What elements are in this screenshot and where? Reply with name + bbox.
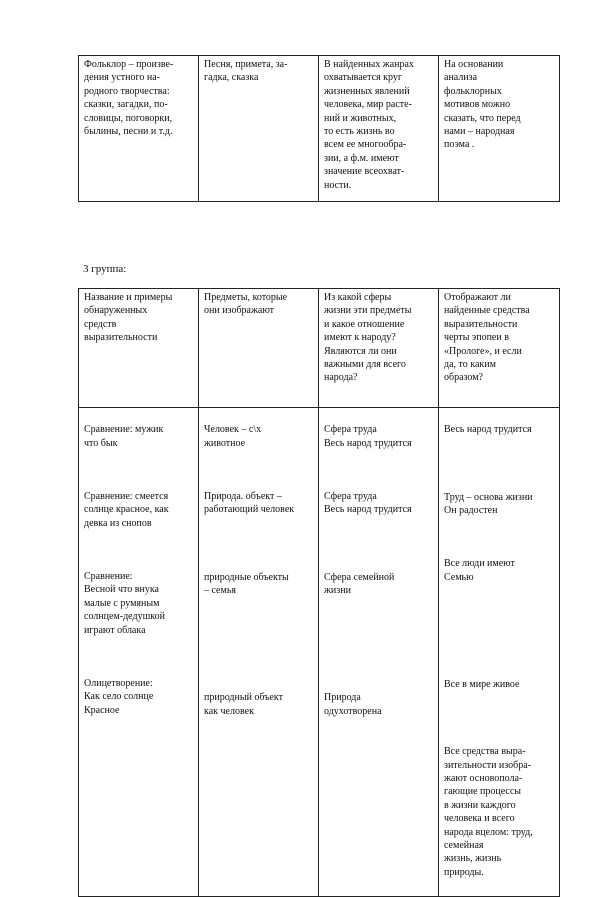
column-header: Название и примеры обнаруженных средств выразительности — [79, 289, 199, 408]
table-top — [78, 55, 560, 202]
cell-spacer — [324, 611, 433, 678]
cell-spacer — [84, 464, 193, 477]
table-cell: Песня, примета, за- гадка, сказка — [199, 56, 319, 202]
cell-entry: Труд – основа жизни Он радостен — [444, 491, 533, 517]
table-group-3 — [78, 288, 560, 897]
cell-spacer — [444, 597, 554, 664]
cell-entry: природные объекты – семья — [204, 571, 289, 597]
table-cell-objects — [199, 408, 319, 897]
table-row — [79, 408, 560, 897]
table-cell-sphere — [319, 408, 439, 897]
column-header: Предметы, которые они изображают — [199, 289, 319, 408]
cell-spacer — [324, 530, 433, 557]
table-cell-means — [79, 408, 199, 897]
cell-entry: Природа. объект – работающий человек — [204, 491, 295, 516]
cell-spacer — [324, 464, 433, 477]
cell-entry: Сфера труда Весь народ трудится — [324, 491, 412, 516]
cell-entry: Сравнение: смеется солнце красное, как девка из снопов — [84, 491, 169, 529]
cell-spacer — [204, 611, 313, 678]
table-cell: В найденных жанрах охватывается круг жизненных явлений человека, мир расте- ний и животных, то есть жизнь во всем ее многообра- зии, а ф.м. имеют значение всеохват- ности. — [319, 56, 439, 202]
cell-spacer — [84, 544, 193, 557]
cell-entry: Сфера семейной жизни — [324, 571, 395, 597]
table-cell: На основании анализа фольклорных мотивов можно сказать, что перед нами – народная поэма . — [439, 56, 560, 202]
table-row — [79, 56, 560, 202]
table-header-row — [79, 289, 560, 408]
cell-entry: Все в мире живое — [444, 678, 520, 690]
cell-spacer — [444, 450, 554, 477]
cell-spacer — [204, 464, 313, 477]
cell-entry: Сравнение: мужик что бык — [84, 424, 164, 449]
table-cell-epic-traits — [439, 408, 560, 897]
cell-spacer — [204, 530, 313, 557]
cell-entry: Олицетворение: Как село солнце Красное — [84, 677, 154, 716]
cell-entry: Все люди имеют Семью — [444, 558, 515, 583]
cell-entry: Весь народ трудится — [444, 424, 532, 436]
cell-entry: Природа одухотворена — [324, 692, 382, 717]
cell-entry: Сфера труда Весь народ трудится — [324, 424, 412, 449]
column-header: Из какой сферы жизни эти предметы и какое отношение имеют к народу? Являются ли они важными для всего народа? — [319, 289, 439, 408]
cell-entry: природный объект как человек — [204, 692, 283, 717]
cell-entry: Все средства выра- зительности изобра- жают основопола- гающие процессы в жизни каждого человека и всего народа вцелом: труд, семейная жизнь, жизнь природы. — [444, 746, 533, 878]
cell-entry: Сравнение: Весной что внука малые с румяным солнцем-дедушкой играют облака — [84, 571, 165, 636]
cell-entry: Человек – с\х животное — [204, 424, 262, 449]
column-header: Отображают ли найденные средства выразительности черты эпопеи в «Прологе», и если да, то каким образом? — [439, 289, 560, 408]
table-cell: Фольклор – произве- дения устного на- родного творчества: сказки, загадки, по- словицы, поговорки, былины, песни и т.д. — [79, 56, 199, 202]
group-caption: 3 группа: — [83, 263, 127, 275]
cell-spacer — [444, 531, 554, 544]
cell-spacer — [84, 651, 193, 664]
cell-spacer — [444, 705, 554, 732]
